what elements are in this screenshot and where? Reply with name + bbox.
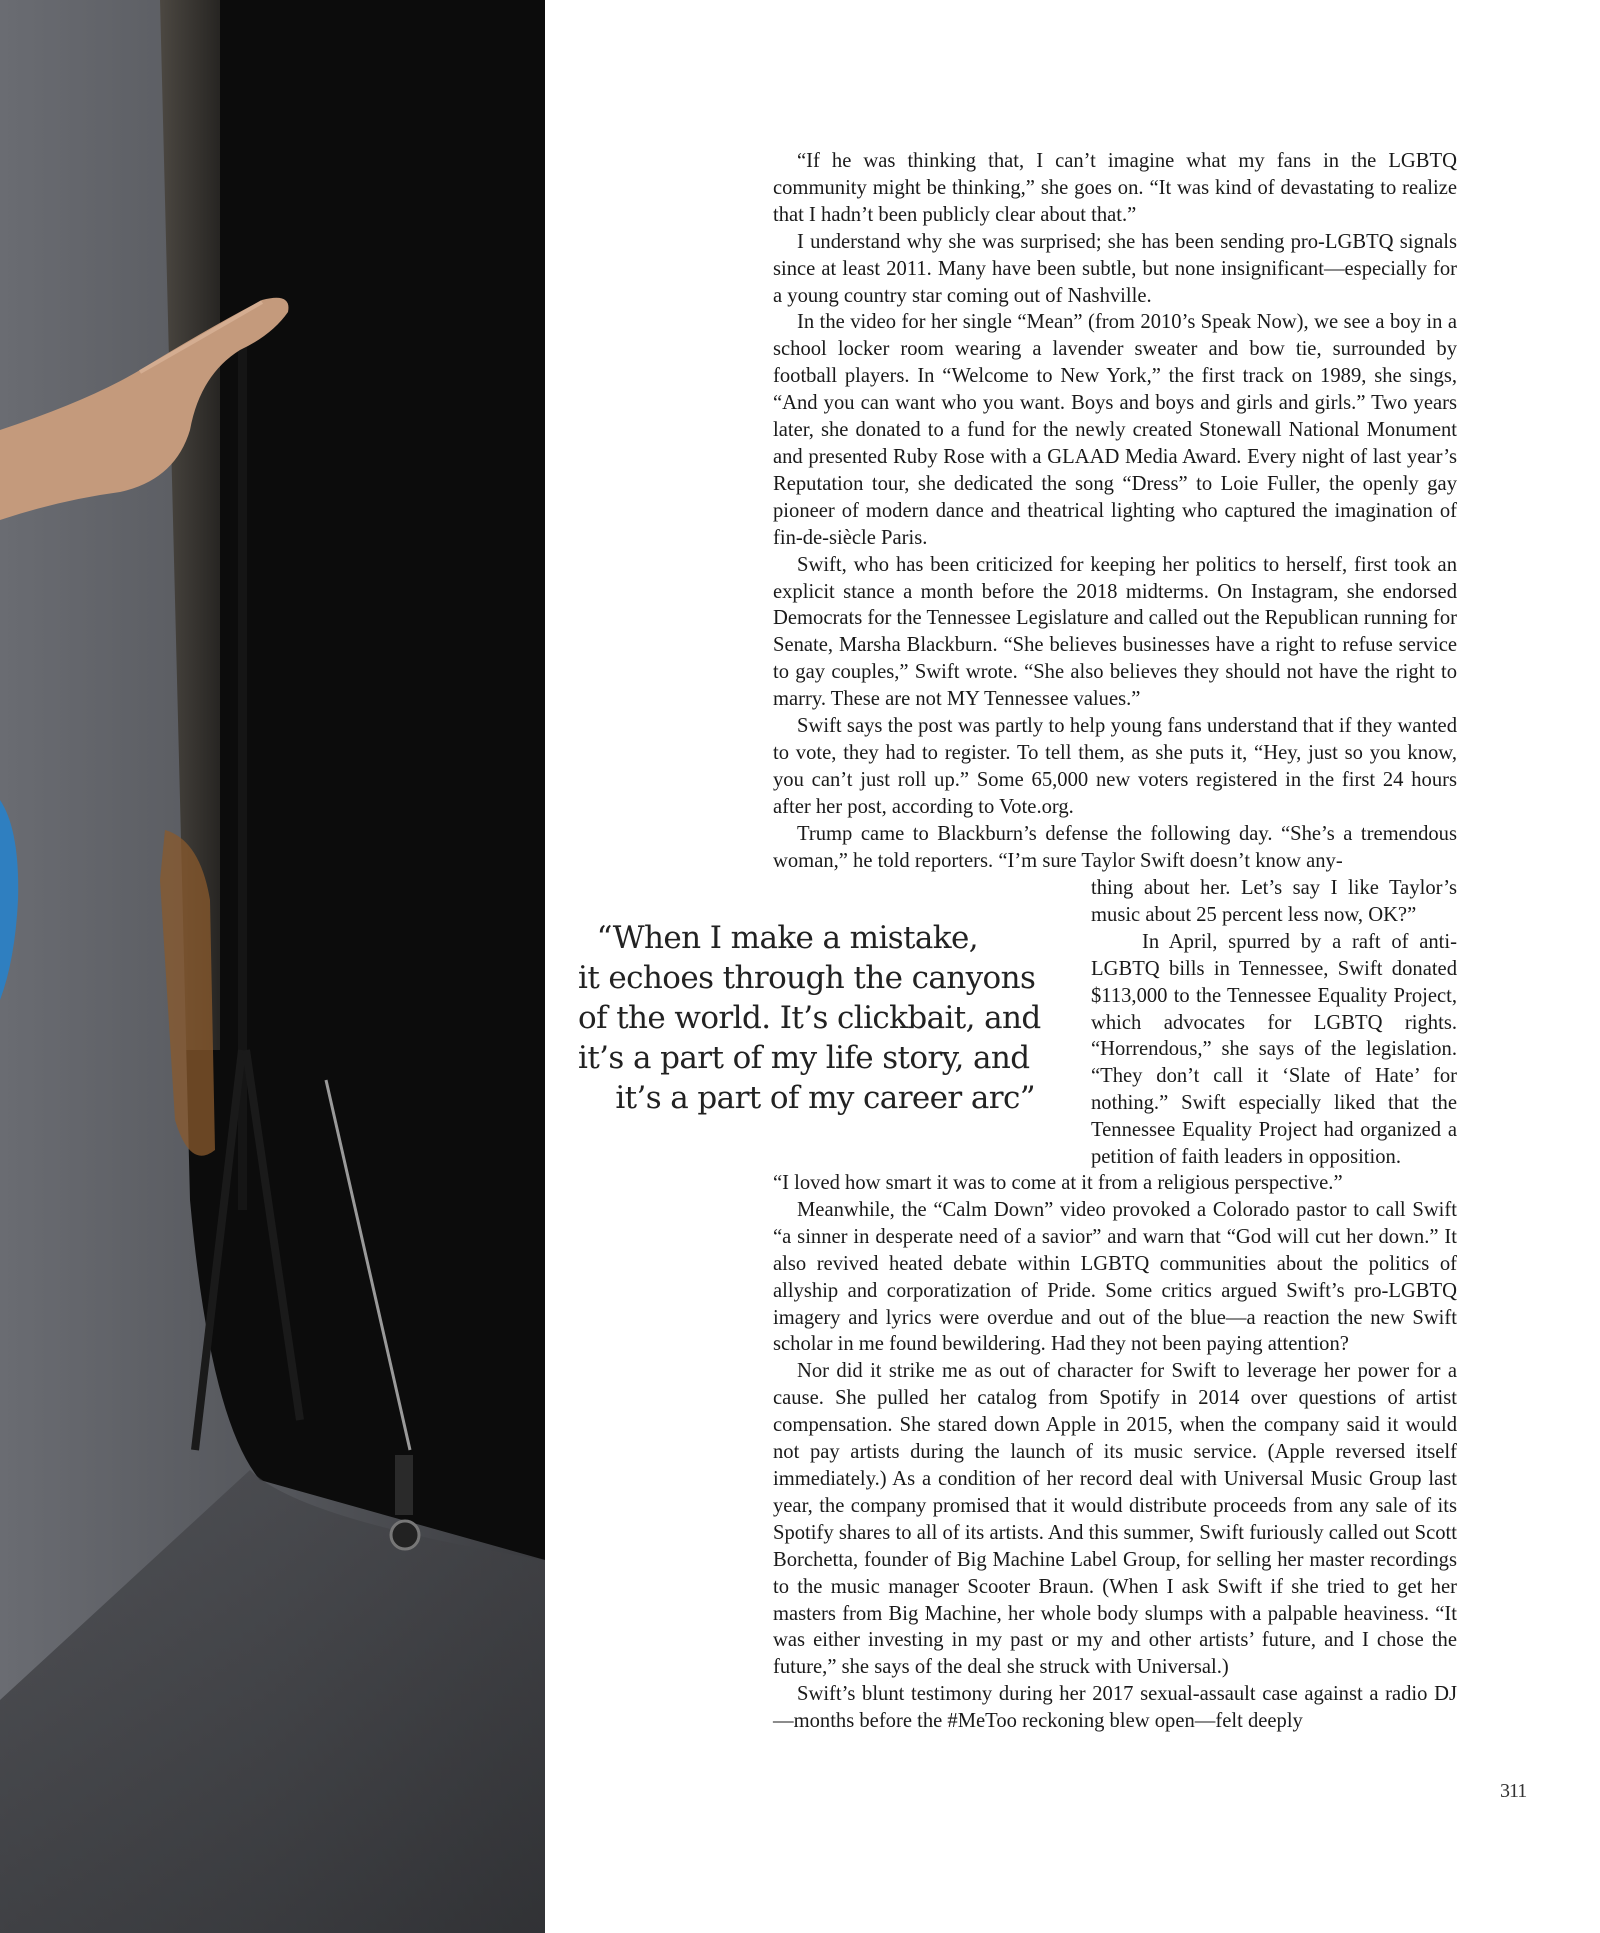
paragraph: Swift, who has been criticized for keeping her politics to herself, first took an explicit stance a month before the 2018 midterms. On Instagram, she endorsed Democrats for the Tennessee Legislature and called out the Republican running for Senate, Marsha Blackburn. “She believes businesses have a right to refuse service to gay couples,” Swift wrote. “She also believes they should not have the right to marry. These are not MY Tennessee values.”: [773, 553, 1457, 711]
article-body-narrow: [1091, 875, 1457, 1171]
paragraph: “If he was thinking that, I can’t imagine what my fans in the LGBTQ community might be thinking,” she goes on. “It was kind of devastating to realize that I hadn’t been publicly clear about that.”: [773, 150, 1457, 226]
paragraph: Swift says the post was partly to help young fans understand that if they wanted to vote, they had to register. To tell them, as she puts it, “Hey, just so you know, you can’t just roll up.” Some 65,000 new voters registered in the first 24 hours after her post, according to Vote.org.: [773, 715, 1457, 818]
paragraph: Swift’s blunt testimony during her 2017 sexual-assault case against a radio DJ—months before the #MeToo reckoning blew open—felt deeply: [773, 1683, 1457, 1733]
pull-quote-line: “When I make a mistake,: [596, 920, 978, 956]
page-number: 311: [1500, 1780, 1527, 1802]
paragraph: In April, spurred by a raft of anti-LGBTQ bills in Tennessee, Swift donated $113,000 to the Tennessee Equality Project, which advocates for LGBTQ rights. “Horrendous,” she says of the legislation. “They don’t call it ‘Slate of Hate’ for nothing.” Swift especially liked that the Tennessee Equality Project had organized a petition of faith leaders in opposition.: [1091, 930, 1457, 1169]
paragraph: Nor did it strike me as out of character for Swift to leverage her power for a cause. She pulled her catalog from Spotify in 2014 over questions of artist compensation. She stared down Apple in 2015, when the company said it would not pay artists during the launch of its music service. (Apple reversed itself immediately.) As a condition of her record deal with Universal Music Group last year, the company promised that it would distribute proceeds from any sale of its Spotify shares to all of its artists. And this summer, Swift furiously called out Scott Borchetta, founder of Big Machine Label Group, for selling her master recordings to the music manager Scooter Braun. (When I ask Swift if she tried to get her masters from Big Machine, her whole body slumps with a palpable heaviness. “It was either investing in my past or my and other artists’ future, and I chose the future,” she says of the deal she struck with Universal.): [773, 1360, 1457, 1679]
pull-quote: [578, 918, 1041, 1118]
pull-quote-line: it’s a part of my career arc”: [615, 1080, 1035, 1116]
article-body-bottom: [773, 1170, 1457, 1735]
stand-wheel: [391, 1521, 419, 1549]
paragraph: Meanwhile, the “Calm Down” video provoked a Colorado pastor to call Swift “a sinner in desperate need of a savior” and warn that “God will cut her down.” It also revived heated debate within LGBTQ communities about the politics of allyship and corporatization of Pride. Some critics argued Swift’s pro-LGBTQ imagery and lyrics were overdue and out of the blue—a reaction the new Swift scholar in me found bewildering. Had they not been paying attention?: [773, 1198, 1457, 1356]
pull-quote-line: of the world. It’s clickbait, and: [578, 1000, 1041, 1036]
article-body-top: [773, 148, 1457, 874]
paragraph: In the video for her single “Mean” (from 2010’s Speak Now), we see a boy in a school locker room wearing a lavender sweater and bow tie, surrounded by football players. In “Welcome to New York,” the first track on 1989, she sings, “And you can want who you want. Boys and boys and girls and girls.” Two years later, she donated to a fund for the newly created Stonewall National Monument and presented Ruby Rose with a GLAAD Media Award. Every night of last year’s Reputation tour, she dedicated the song “Dress” to Loie Fuller, the openly gay pioneer of modern dance and theatrical lighting who captured the imagination of fin-de-siècle Paris.: [773, 311, 1457, 549]
paragraph: thing about her. Let’s say I like Taylor’s music about 25 percent less now, OK?”: [1091, 877, 1457, 926]
paragraph: Trump came to Blackburn’s defense the following day. “She’s a tremendous woman,” he told reporters. “I’m sure Taylor Swift doesn’t know any-: [773, 822, 1457, 872]
pull-quote-line: it echoes through the canyons: [578, 960, 1036, 996]
paragraph: I understand why she was surprised; she has been sending pro-LGBTQ signals since at least 2011. Many have been subtle, but none insignificant—especially for a young country star coming out of Nashville.: [773, 230, 1457, 307]
photograph: [0, 0, 545, 1933]
photo-illustration: [0, 0, 545, 1933]
pull-quote-line: it’s a part of my life story, and: [578, 1040, 1030, 1076]
paragraph: “I loved how smart it was to come at it from a religious perspective.”: [773, 1172, 1343, 1194]
